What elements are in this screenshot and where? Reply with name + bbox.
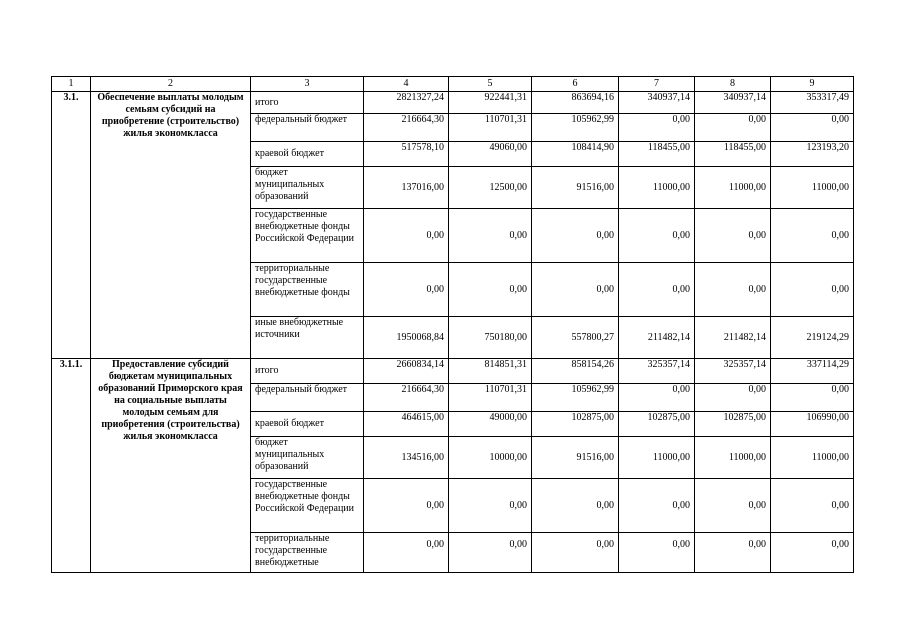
value-cell: 216664,30 (364, 384, 449, 412)
value-cell: 517578,10 (364, 142, 449, 167)
value-cell: 0,00 (771, 114, 854, 142)
value-cell: 337114,29 (771, 359, 854, 384)
value-cell: 12500,00 (449, 167, 532, 209)
value-cell: 922441,31 (449, 92, 532, 114)
value-cell: 105962,99 (532, 114, 619, 142)
value-cell: 557800,27 (532, 317, 619, 359)
funding-source: государственные внебюджетные фонды Российской Федерации (251, 209, 364, 263)
value-cell: 0,00 (532, 263, 619, 317)
value-cell: 340937,14 (619, 92, 695, 114)
funding-source: федеральный бюджет (251, 384, 364, 412)
value-cell: 49000,00 (449, 412, 532, 437)
value-cell: 1950068,84 (364, 317, 449, 359)
value-cell: 102875,00 (695, 412, 771, 437)
funding-source: краевой бюджет (251, 412, 364, 437)
value-cell: 123193,20 (771, 142, 854, 167)
column-number: 1 (52, 77, 91, 92)
value-cell: 0,00 (619, 533, 695, 573)
funding-source: бюджет муниципальных образований (251, 167, 364, 209)
value-cell: 2660834,14 (364, 359, 449, 384)
value-cell: 106990,00 (771, 412, 854, 437)
value-cell: 0,00 (449, 263, 532, 317)
funding-source: итого (251, 359, 364, 384)
value-cell: 464615,00 (364, 412, 449, 437)
value-cell: 219124,29 (771, 317, 854, 359)
value-cell: 110701,31 (449, 384, 532, 412)
funding-source: федеральный бюджет (251, 114, 364, 142)
value-cell: 0,00 (619, 479, 695, 533)
value-cell: 750180,00 (449, 317, 532, 359)
value-cell: 814851,31 (449, 359, 532, 384)
value-cell: 0,00 (449, 533, 532, 573)
value-cell: 0,00 (619, 209, 695, 263)
value-cell: 0,00 (532, 479, 619, 533)
value-cell: 325357,14 (619, 359, 695, 384)
value-cell: 134516,00 (364, 437, 449, 479)
funding-source: бюджет муниципальных образований (251, 437, 364, 479)
value-cell: 211482,14 (695, 317, 771, 359)
value-cell: 0,00 (771, 479, 854, 533)
value-cell: 11000,00 (695, 437, 771, 479)
table-row (52, 92, 854, 114)
value-cell: 0,00 (695, 209, 771, 263)
value-cell: 211482,14 (619, 317, 695, 359)
value-cell: 105962,99 (532, 384, 619, 412)
value-cell: 863694,16 (532, 92, 619, 114)
value-cell: 102875,00 (619, 412, 695, 437)
table-row (52, 359, 854, 384)
value-cell: 91516,00 (532, 167, 619, 209)
value-cell: 0,00 (364, 479, 449, 533)
value-cell: 11000,00 (619, 437, 695, 479)
value-cell: 118455,00 (695, 142, 771, 167)
value-cell: 340937,14 (695, 92, 771, 114)
funding-source: иные внебюджетные источники (251, 317, 364, 359)
value-cell: 0,00 (532, 533, 619, 573)
value-cell: 0,00 (364, 209, 449, 263)
value-cell: 858154,26 (532, 359, 619, 384)
value-cell: 11000,00 (771, 437, 854, 479)
funding-source: территориальные государственные внебюджетные фонды (251, 263, 364, 317)
value-cell: 110701,31 (449, 114, 532, 142)
column-number: 3 (251, 77, 364, 92)
value-cell: 49060,00 (449, 142, 532, 167)
value-cell: 137016,00 (364, 167, 449, 209)
value-cell: 353317,49 (771, 92, 854, 114)
value-cell: 108414,90 (532, 142, 619, 167)
value-cell: 11000,00 (619, 167, 695, 209)
value-cell: 0,00 (449, 479, 532, 533)
column-number: 6 (532, 77, 619, 92)
section-code: 3.1. (52, 92, 91, 359)
column-number: 5 (449, 77, 532, 92)
value-cell: 0,00 (771, 384, 854, 412)
value-cell: 0,00 (695, 533, 771, 573)
value-cell: 0,00 (771, 209, 854, 263)
section-title: Обеспечение выплаты молодым семьям субсидий на приобретение (строительство) жилья экономкласса (91, 92, 251, 359)
funding-source: итого (251, 92, 364, 114)
value-cell: 11000,00 (695, 167, 771, 209)
value-cell: 0,00 (619, 263, 695, 317)
column-number: 7 (619, 77, 695, 92)
funding-source: территориальные государственные внебюджетные (251, 533, 364, 573)
section-title: Предоставление субсидий бюджетам муниципальных образований Приморского края на социальные выплаты молодым семьям для приобретения (строительства) жилья экономкласса (91, 359, 251, 573)
column-number: 4 (364, 77, 449, 92)
value-cell: 0,00 (695, 114, 771, 142)
header-row (52, 77, 854, 92)
value-cell: 0,00 (695, 263, 771, 317)
value-cell: 0,00 (771, 533, 854, 573)
value-cell: 0,00 (619, 384, 695, 412)
value-cell: 0,00 (619, 114, 695, 142)
funding-source: государственные внебюджетные фонды Российской Федерации (251, 479, 364, 533)
value-cell: 0,00 (695, 479, 771, 533)
value-cell: 0,00 (695, 384, 771, 412)
value-cell: 0,00 (364, 533, 449, 573)
value-cell: 118455,00 (619, 142, 695, 167)
value-cell: 11000,00 (771, 167, 854, 209)
column-number: 8 (695, 77, 771, 92)
column-number: 9 (771, 77, 854, 92)
value-cell: 0,00 (532, 209, 619, 263)
value-cell: 325357,14 (695, 359, 771, 384)
value-cell: 0,00 (364, 263, 449, 317)
funding-source: краевой бюджет (251, 142, 364, 167)
value-cell: 10000,00 (449, 437, 532, 479)
column-number: 2 (91, 77, 251, 92)
value-cell: 0,00 (449, 209, 532, 263)
section-code: 3.1.1. (52, 359, 91, 573)
value-cell: 91516,00 (532, 437, 619, 479)
value-cell: 0,00 (771, 263, 854, 317)
value-cell: 216664,30 (364, 114, 449, 142)
value-cell: 102875,00 (532, 412, 619, 437)
value-cell: 2821327,24 (364, 92, 449, 114)
budget-table (51, 76, 854, 573)
